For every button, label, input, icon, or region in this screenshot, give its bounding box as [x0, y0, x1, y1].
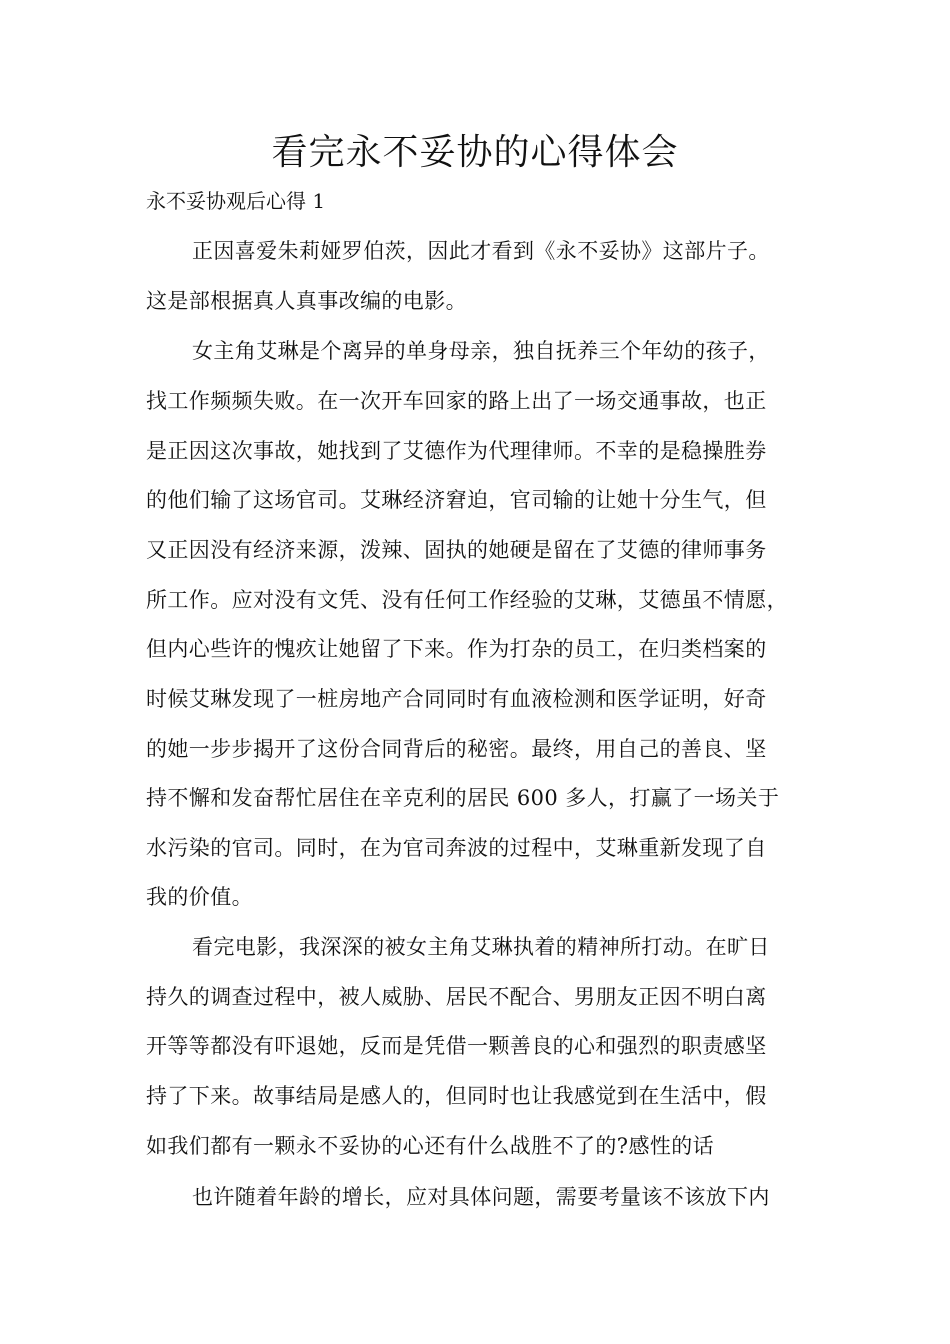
document-title: 看完永不妥协的心得体会: [271, 132, 679, 173]
paragraph-line: 也许随着年龄的增长，应对具体问题，需要考量该不该放下内: [192, 1185, 770, 1209]
paragraph-line: 但内心些许的愧疚让她留了下来。作为打杂的员工，在归类档案的: [146, 637, 767, 661]
paragraph-line: 持久的调查过程中，被人威胁、居民不配合、男朋友正因不明白离: [146, 985, 767, 1009]
paragraph-line: 我的价值。: [146, 885, 253, 909]
paragraph-line: 所工作。应对没有文凭、没有任何工作经验的艾琳，艾德虽不情愿，: [146, 588, 788, 612]
paragraph-line: 的她一步步揭开了这份合同背后的秘密。最终，用自己的善良、坚: [146, 737, 767, 761]
paragraph-line: 是正因这次事故，她找到了艾德作为代理律师。不幸的是稳操胜券: [146, 439, 767, 463]
section-heading: 永不妥协观后心得 1: [146, 189, 326, 213]
paragraph-line: 时候艾琳发现了一桩房地产合同同时有血液检测和医学证明，好奇: [146, 687, 767, 711]
paragraph-line: 持了下来。故事结局是感人的，但同时也让我感觉到在生活中，假: [146, 1084, 767, 1108]
paragraph-line: 又正因没有经济来源，泼辣、固执的她硬是留在了艾德的律师事务: [146, 538, 767, 562]
paragraph-line: 找工作频频失败。在一次开车回家的路上出了一场交通事故，也正: [146, 389, 767, 413]
paragraph-line: 正因喜爱朱莉娅罗伯茨，因此才看到《永不妥协》这部片子。: [192, 239, 770, 263]
paragraph-line: 女主角艾琳是个离异的单身母亲，独自抚养三个年幼的孩子，: [192, 339, 770, 363]
paragraph-line: 看完电影，我深深的被女主角艾琳执着的精神所打动。在旷日: [192, 935, 770, 959]
paragraph-line: 持不懈和发奋帮忙居住在辛克利的居民 600 多人，打赢了一场关于: [146, 786, 780, 810]
paragraph-line: 水污染的官司。同时，在为官司奔波的过程中，艾琳重新发现了自: [146, 836, 767, 860]
paragraph-line: 这是部根据真人真事改编的电影。: [146, 289, 467, 313]
paragraph-line: 开等等都没有吓退她，反而是凭借一颗善良的心和强烈的职责感坚: [146, 1034, 767, 1058]
paragraph-line: 的他们输了这场官司。艾琳经济窘迫，官司输的让她十分生气，但: [146, 488, 767, 512]
paragraph-line: 如我们都有一颗永不妥协的心还有什么战胜不了的?感性的话: [146, 1134, 715, 1158]
